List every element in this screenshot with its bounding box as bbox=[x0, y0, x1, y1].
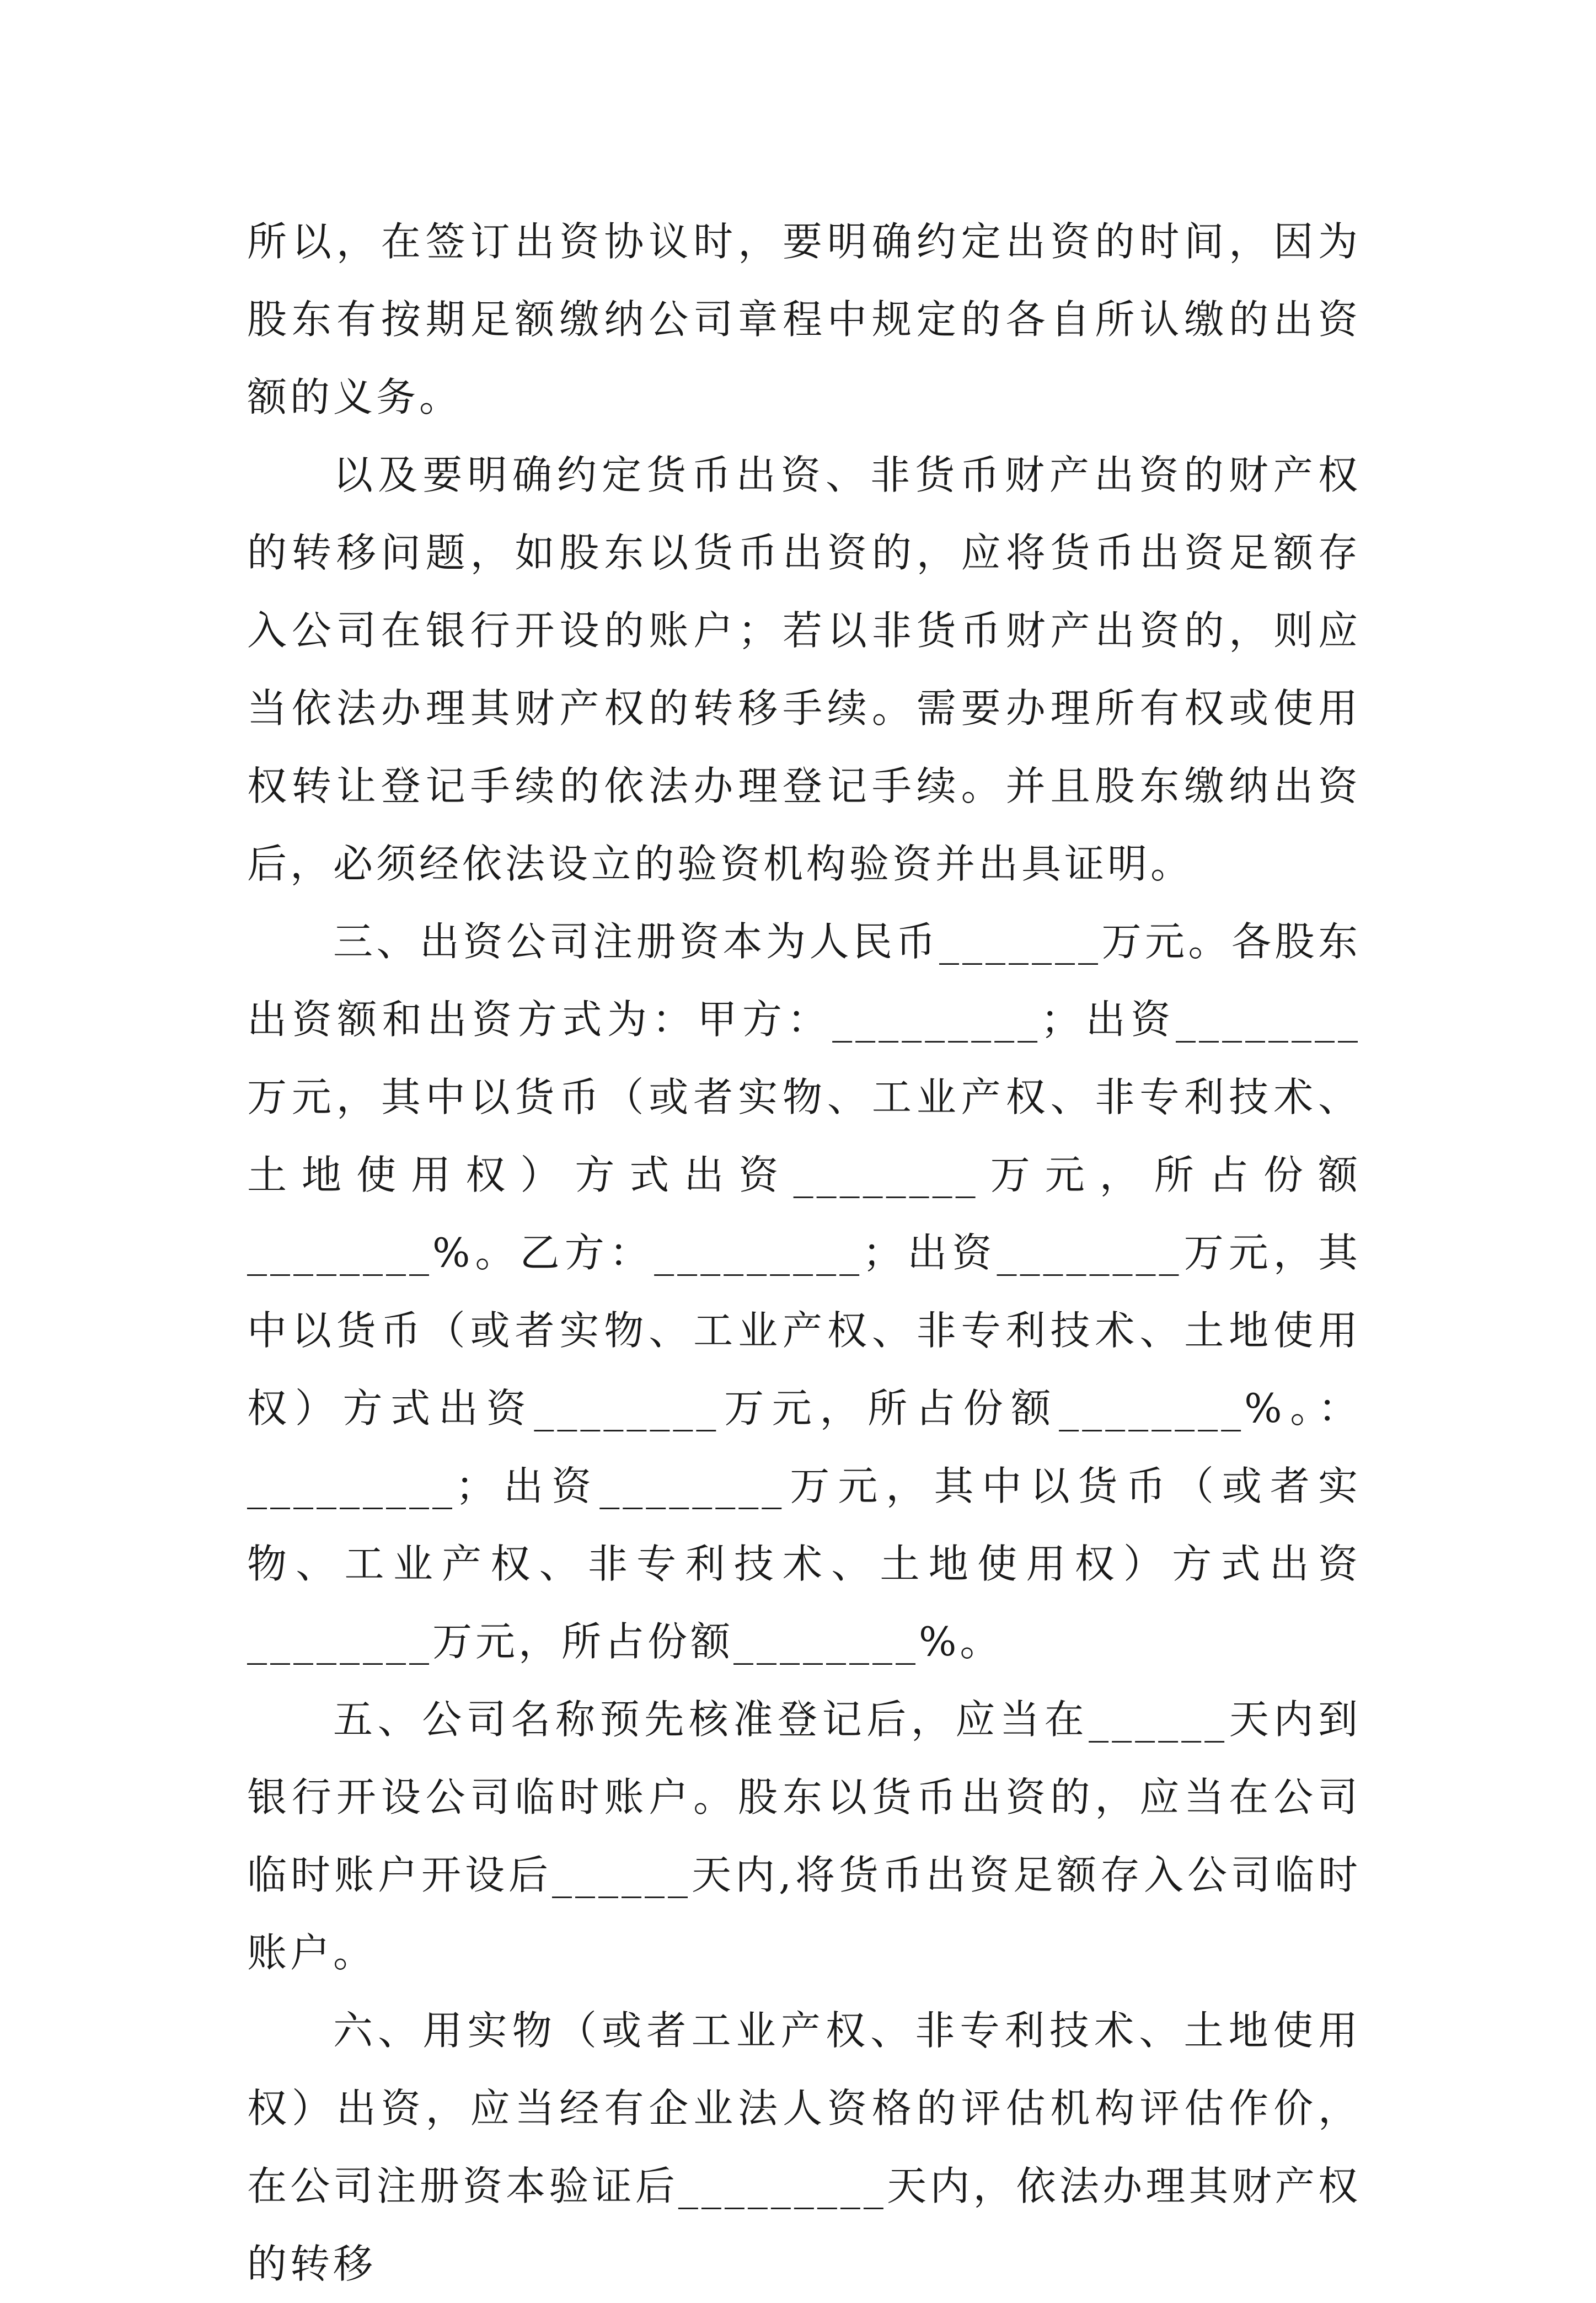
paragraph-bank-account: 五、公司名称预先核准登记后，应当在______天内到银行开设公司临时账户。股东以货币出资的，应当在公司临时账户开设后______天内,将货币出资足额存入公司临时账户。 bbox=[247, 1696, 1361, 1976]
paragraph-in-kind-contribution: 六、用实物（或者工业产权、非专利技术、土地使用权）出资，应当经有企业法人资格的评估机构评估作价，在公司注册资本验证后_________天内，依法办理其财产权的转移 bbox=[247, 2007, 1361, 2287]
paragraph-contribution-time: 所以，在签订出资协议时，要明确约定出资的时间，因为股东有按期足额缴纳公司章程中规定的各自所认缴的出资额的义务。 bbox=[247, 218, 1361, 420]
paragraph-registered-capital: 三、出资公司注册资本为人民币_______万元。各股东出资额和出资方式为：甲方：_________；出资________万元，其中以货币（或者实物、工业产权、非专利技术、土地使用权）方式出资________万元，所占份额________%。乙方：_________；出资________万元，其中以货币（或者实物、工业产权、非专利技术、土地使用权）方式出资________万元，所占份额________%。：_________；出资________万元，其中以货币（或者实物、工业产权、非专利技术、土地使用权）方式出资________万元，所占份额________%。 bbox=[247, 918, 1361, 1665]
document-body bbox=[247, 203, 1361, 2303]
paragraph-property-transfer: 以及要明确约定货币出资、非货币财产出资的财产权的转移问题，如股东以货币出资的，应将货币出资足额存入公司在银行开设的账户；若以非货币财产出资的，则应当依法办理其财产权的转移手续。需要办理所有权或使用权转让登记手续的依法办理登记手续。并且股东缴纳出资后，必须经依法设立的验资机构验资并出具证明。 bbox=[247, 452, 1361, 887]
